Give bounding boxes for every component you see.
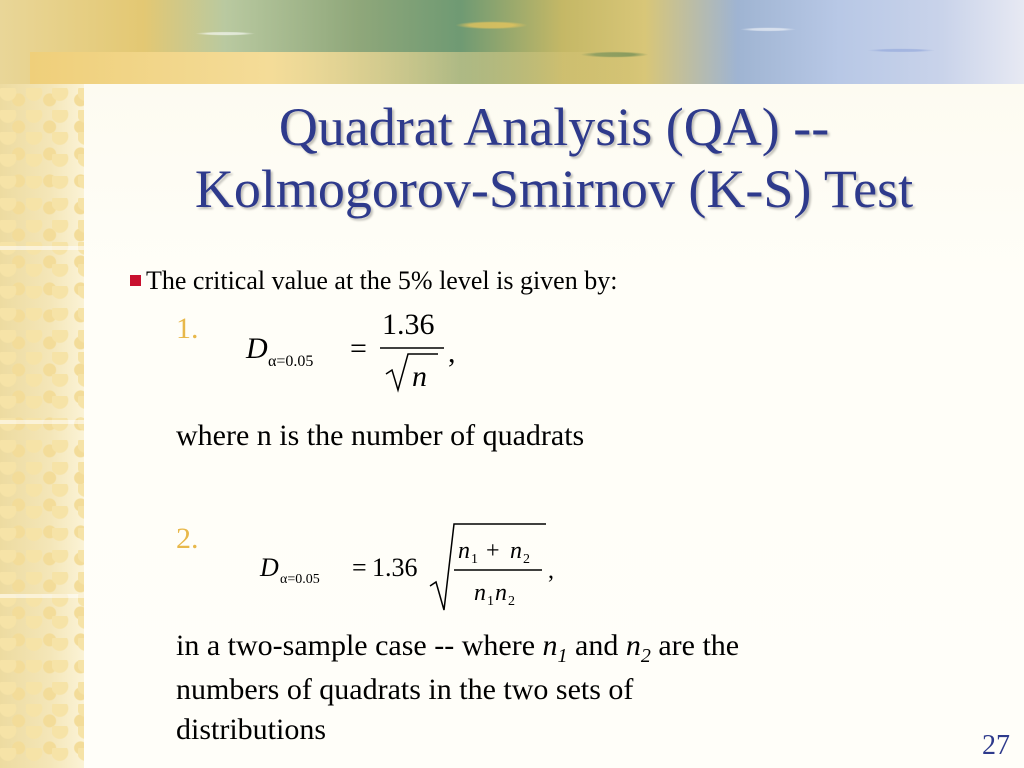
formula2-equals: = (352, 553, 367, 582)
banner-accent (30, 52, 630, 84)
formula2-den-sub2: 2 (508, 594, 515, 609)
formula1-subscript: α=0.05 (268, 353, 314, 370)
formula2-num-sub1: 1 (471, 552, 478, 567)
formula2-subscript: α=0.05 (280, 572, 320, 587)
left-decorative-strip (0, 0, 84, 768)
item2-note-line-3: distributions (176, 713, 327, 746)
item2-note-line-1 (176, 626, 976, 676)
formula1-equals: = (350, 332, 367, 365)
item2-note-and: and (567, 629, 626, 662)
formula2-den-sub1: 1 (487, 594, 494, 609)
item2-note-line-2: numbers of quadrats in the two sets of (176, 673, 634, 706)
square-bullet-icon (130, 275, 141, 286)
formula1-D: D (246, 332, 268, 365)
n2-letter: n (625, 629, 641, 662)
list-number-1: 1. (176, 312, 199, 345)
item2-note-text-a: in a two-sample case -- where (176, 629, 543, 662)
n1-subscript: 1 (557, 645, 568, 667)
item2-note-text-b: are the (650, 629, 740, 662)
formula2-den-n1: n (474, 580, 486, 606)
n2-subscript: 2 (640, 645, 651, 667)
list-number-2: 2. (176, 522, 199, 555)
formula2-den-n2: n (495, 580, 507, 606)
title-line-2: Kolmogorov-Smirnov (K-S) Test (194, 159, 914, 219)
formula1-numerator: 1.36 (382, 308, 435, 341)
bullet-text: The critical value at the 5% level is given by: (146, 266, 618, 295)
formula2-comma: , (548, 558, 554, 584)
title-line-1: Quadrat Analysis (QA) -- (278, 97, 830, 157)
n1-letter: n (542, 629, 558, 662)
top-decorative-banner (0, 0, 1024, 84)
formula-2 (258, 516, 578, 616)
item2-note-n1 (542, 629, 568, 667)
formula2-num-n1: n (458, 538, 470, 564)
formula2-num-sub2: 2 (523, 552, 530, 567)
formula2-plus: + (486, 538, 500, 564)
bullet-item (130, 266, 617, 296)
formula1-denominator: n (412, 360, 427, 393)
item2-note (176, 626, 976, 750)
page-number: 27 (982, 730, 1010, 761)
formula2-num-n2: n (510, 538, 522, 564)
formula2-coefficient: 1.36 (372, 553, 418, 582)
slide-title (84, 96, 1024, 220)
formula-1 (240, 300, 480, 400)
item2-note-n2 (625, 629, 651, 667)
formula2-D: D (260, 553, 279, 582)
item1-note: where n is the number of quadrats (176, 419, 585, 452)
formula1-comma: , (448, 336, 456, 369)
